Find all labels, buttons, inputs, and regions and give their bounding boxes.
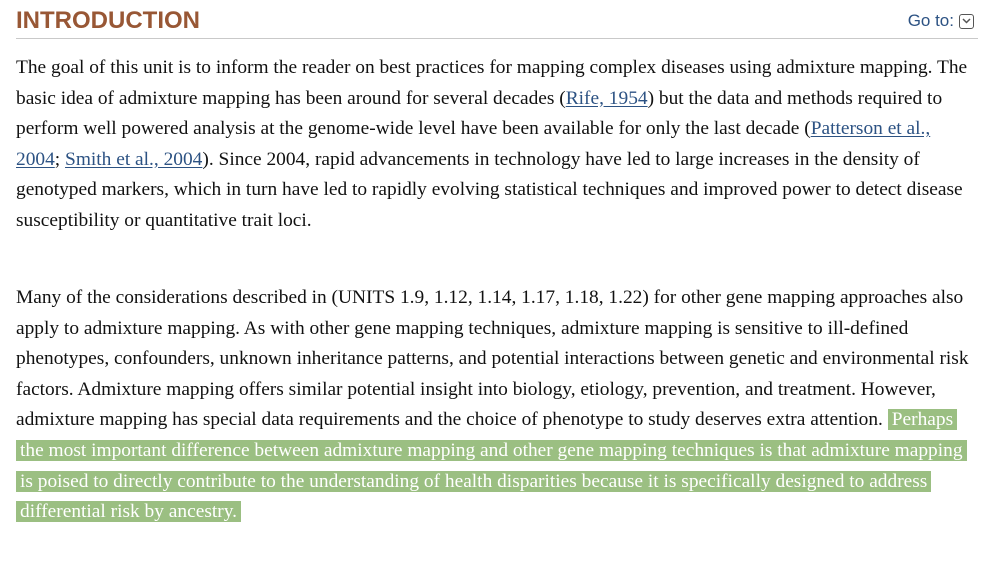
- paragraph-1-text-2: ) but the data and methods required to perform well powered analysis at the genome-wide level have been available for only the last decade (: [16, 87, 943, 140]
- section-title: INTRODUCTION: [16, 7, 200, 34]
- highlighted-text: Perhaps the most important difference between admixture mapping and other gene mapping techniques is that admixture mapping is poised to directly contribute to the understanding of health disparities because it is specifically designed to address differential risk by ancestry.: [16, 409, 967, 522]
- reference-link-rife-1954[interactable]: Rife, 1954: [565, 87, 648, 109]
- paragraph-1-text-3: ;: [54, 148, 66, 170]
- reference-link-patterson-2004[interactable]: Patterson et al., 2004: [16, 118, 931, 170]
- paragraph-1: [16, 53, 978, 237]
- reference-link-smith-2004[interactable]: Smith et al., 2004: [65, 148, 203, 170]
- paragraph-1-text-1: The goal of this unit is to inform the reader on best practices for mapping complex diseases using admixture mapping. The basic idea of admixture mapping has been around for several decades (: [16, 57, 968, 109]
- paragraph-2: [16, 283, 978, 528]
- introduction-section: [16, 0, 978, 523]
- paragraph-1-text-4: ). Since 2004, rapid advancements in technology have led to large increases in the density of genotyped markers, which in turn have led to rapidly evolving statistical techniques and improved power to detect disease susceptibility or quantitative trait loci.: [16, 148, 963, 231]
- chevron-down-icon[interactable]: [959, 14, 974, 29]
- section-header: [16, 0, 978, 39]
- goto-dropdown[interactable]: [908, 11, 974, 31]
- paragraph-2-text: Many of the considerations described in (UNITS 1.9, 1.12, 1.14, 1.17, 1.18, 1.22) for other gene mapping approaches also apply to admixture mapping. As with other gene mapping techniques, admixture mapping is sensitive to ill-defined phenotypes, confounders, unknown inheritance patterns, and potential interactions between genetic and environmental risk factors. Admixture mapping offers similar potential insight into biology, etiology, prevention, and treatment. However, admixture mapping has special data requirements and the choice of phenotype to study deserves extra attention.: [16, 287, 969, 431]
- goto-label: Go to:: [907, 11, 954, 30]
